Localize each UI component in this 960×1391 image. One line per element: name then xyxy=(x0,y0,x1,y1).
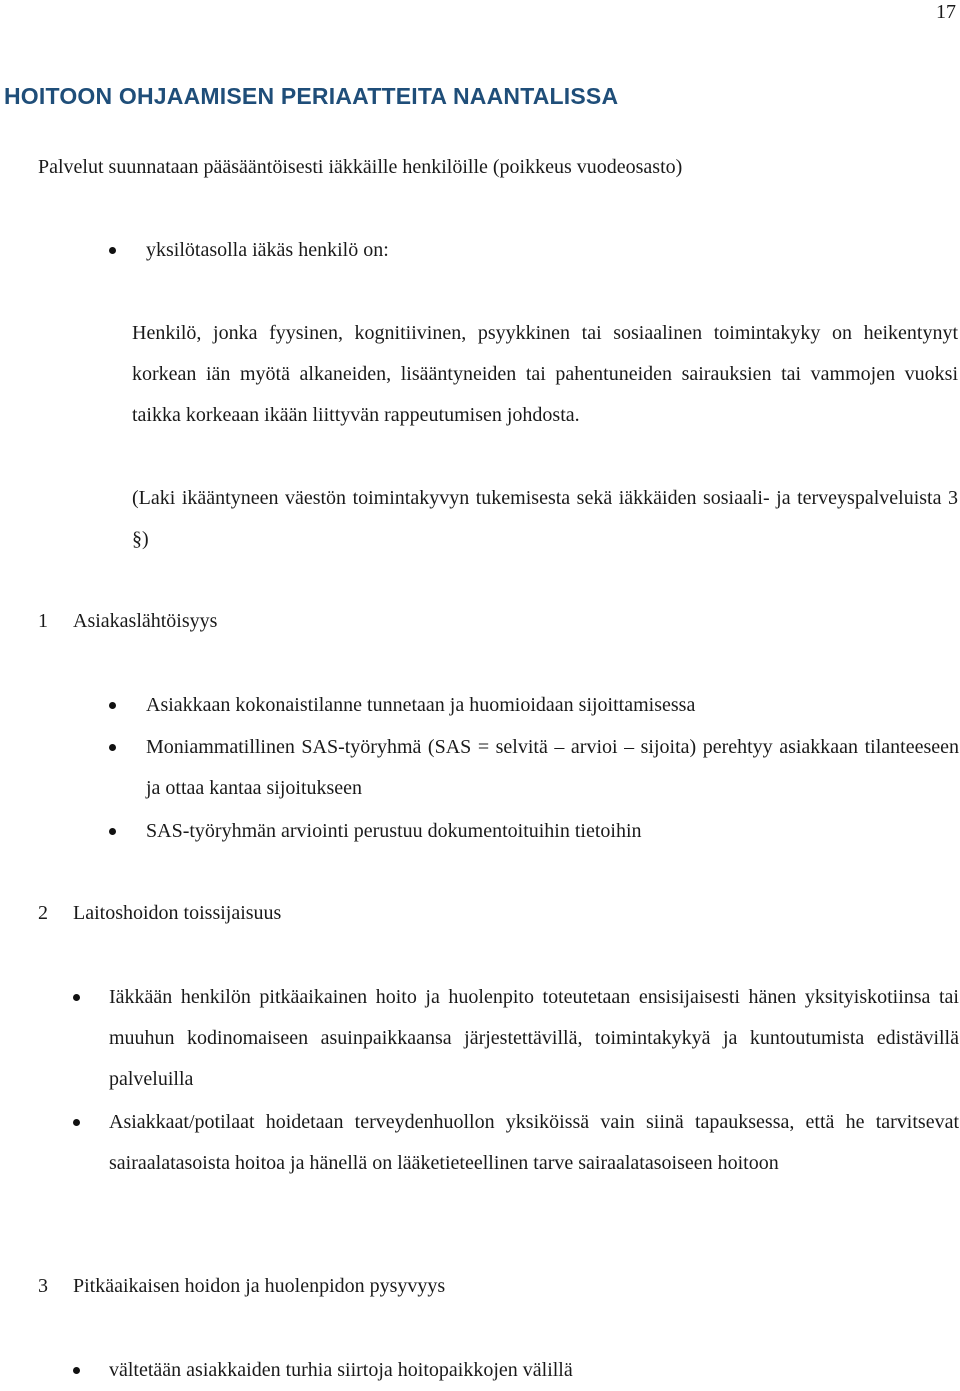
bullet-text: vältetään asiakkaiden turhia siirtoja hoitopaikkojen välillä xyxy=(109,1359,573,1381)
intro-bullet xyxy=(109,230,960,271)
list-item xyxy=(73,977,959,1100)
section-number: 3 xyxy=(38,1275,48,1297)
bullet-icon xyxy=(109,685,146,726)
list-item xyxy=(73,1350,959,1391)
definition-paragraph: Henkilö, jonka fyysinen, kognitiivinen, psyykkinen tai sosiaalinen toimintakyky on heikentynyt korkean iän myötä alkaneiden, lisääntyneiden tai pahentuneiden sairauksien tai vammojen vuoksi taikka korkeaan ikään liittyvän rappeutumisen johdosta. xyxy=(132,322,958,426)
list-item xyxy=(109,811,959,852)
list-item xyxy=(109,727,959,809)
bullet-text: Moniammatillinen SAS-työryhmä (SAS = selvitä – arvioi – sijoita) perehtyy asiakkaan tilanteeseen ja ottaa kantaa sijoitukseen xyxy=(146,736,959,799)
bullet-icon xyxy=(109,230,146,271)
section-heading-1 xyxy=(38,601,217,642)
law-reference: (Laki ikääntyneen väestön toimintakyvyn tukemisesta sekä iäkkäiden sosiaali- ja terveyspalveluista 3 §) xyxy=(132,487,958,550)
section-heading-2 xyxy=(38,893,281,934)
bullet-icon xyxy=(109,727,146,768)
page-number: 17 xyxy=(936,1,956,23)
section-number: 1 xyxy=(38,610,48,632)
bullet-text: Asiakkaan kokonaistilanne tunnetaan ja huomioidaan sijoittamisessa xyxy=(146,694,696,716)
bullet-icon xyxy=(73,1102,109,1143)
list-item xyxy=(109,685,959,726)
page-title: HOITOON OHJAAMISEN PERIAATTEITA NAANTALISSA xyxy=(4,83,619,109)
bullet-icon xyxy=(109,811,146,852)
section-number: 2 xyxy=(38,902,48,924)
section-heading-3 xyxy=(38,1266,445,1307)
section-title: Asiakaslähtöisyys xyxy=(73,610,218,632)
bullet-text: Asiakkaat/potilaat hoidetaan terveydenhuollon yksiköissä vain siinä tapauksessa, että he tarvitsevat sairaalatasoista hoitoa ja hänellä on lääketieteellinen tarve sairaalatasoiseen hoitoon xyxy=(109,1111,959,1174)
bullet-icon xyxy=(73,1350,109,1391)
section-title: Laitoshoidon toissijaisuus xyxy=(73,902,282,924)
section-title: Pitkäaikaisen hoidon ja huolenpidon pysyvyys xyxy=(73,1275,446,1297)
bullet-text: SAS-työryhmän arviointi perustuu dokumentoituihin tietoihin xyxy=(146,820,642,842)
bullet-text: yksilötasolla iäkäs henkilö on: xyxy=(146,239,389,261)
list-item xyxy=(73,1102,959,1184)
bullet-text: Iäkkään henkilön pitkäaikainen hoito ja huolenpito toteutetaan ensisijaisesti hänen yksityiskotiinsa tai muuhun kodinomaiseen asuinpaikkaansa järjestettävillä, toimintakykyä ja kuntoutumista edistävillä palveluilla xyxy=(109,986,959,1090)
intro-paragraph: Palvelut suunnataan pääsääntöisesti iäkkäille henkilöille (poikkeus vuodeosasto) xyxy=(38,156,683,178)
bullet-icon xyxy=(73,977,109,1018)
